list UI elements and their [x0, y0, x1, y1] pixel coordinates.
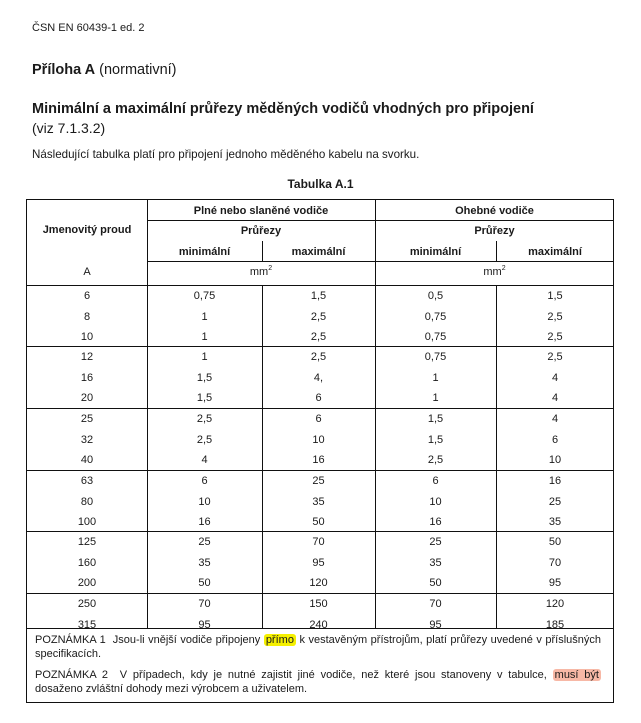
cross-section-cell: 1,5	[427, 433, 444, 446]
cross-section-cell: 6	[201, 475, 208, 487]
note-2-text-pre: V případech, kdy je nutné zajistit jiné vodiče, než které jsou stanoveny v tabulce,	[119, 669, 547, 681]
section-title: Minimální a maximální průřezy měděných vodičů vhodných pro připojení	[32, 101, 534, 117]
table-rule	[147, 261, 614, 262]
cross-section-cell: 0,75	[424, 310, 447, 323]
cross-section-cell: 1,5	[547, 290, 563, 302]
rated-current-cell: 125	[77, 536, 97, 548]
header-unit-area-2	[375, 265, 614, 279]
cross-section-cell: 1,5	[196, 392, 213, 404]
rated-current-cell: 12	[80, 351, 94, 363]
cross-section-cell: 16	[548, 475, 562, 487]
cross-section-cell: 35	[312, 495, 325, 508]
unit-area: mm	[249, 266, 269, 278]
cross-section-cell: 1	[201, 351, 208, 363]
intro-paragraph: Následující tabulka platí pro připojení jednoho měděného kabelu na svorku.	[32, 148, 420, 161]
rated-current-cell: 100	[77, 516, 97, 528]
cross-section-cell: 1	[432, 392, 439, 404]
cross-section-cell: 25	[548, 495, 562, 508]
cross-section-cell: 95	[312, 556, 325, 569]
rated-current-cell: 200	[77, 577, 97, 589]
cross-section-cell: 25	[312, 475, 325, 487]
cross-section-cell: 0,75	[424, 331, 447, 343]
cross-section-cell: 10	[429, 495, 442, 508]
cross-section-cell: 2,5	[196, 413, 213, 425]
cross-section-cell: 16	[198, 516, 211, 528]
rated-current-cell: 80	[80, 495, 94, 508]
cross-section-cell: 6	[315, 413, 322, 425]
annex-heading	[32, 62, 177, 78]
cross-section-cell: 1	[201, 310, 208, 323]
cross-section-cell: 1	[432, 371, 439, 384]
cross-section-cell: 70	[548, 556, 562, 569]
cross-section-cell: 10	[312, 433, 325, 446]
rated-current-cell: 6	[83, 290, 91, 302]
cross-section-cell: 50	[198, 577, 211, 589]
cross-section-cell: 95	[198, 618, 211, 631]
header-group-flexible: Ohebné vodiče	[455, 205, 534, 217]
rated-current-cell: 32	[80, 433, 94, 446]
cross-section-cell: 2,5	[547, 331, 563, 343]
rated-current-cell: 25	[80, 413, 94, 425]
note-2	[35, 668, 601, 696]
header-max-2: maximální	[528, 246, 582, 258]
cross-section-cell: 4	[551, 392, 559, 404]
note-1-text-post: k vestavěným přístrojům, platí průřezy uvedené v příslušných specifikacích.	[35, 634, 601, 660]
cross-section-cell: 150	[309, 598, 328, 610]
cross-section-cell: 10	[548, 454, 562, 466]
rated-current-cell: 63	[80, 475, 94, 487]
rated-current-cell: 315	[77, 618, 97, 631]
rated-current-cell: 40	[80, 454, 94, 466]
cross-section-cell: 2,5	[310, 310, 327, 323]
cross-section-cell: 35	[429, 556, 442, 569]
cross-section-table	[26, 199, 614, 629]
highlight-yellow[interactable]: přímo	[265, 634, 294, 646]
header-max-1: maximální	[291, 246, 346, 258]
annex-label: Příloha A	[32, 62, 96, 78]
cross-section-cell: 6	[315, 392, 322, 404]
header-cross-sections-1: Průřezy	[240, 225, 282, 237]
cross-section-cell: 4	[551, 413, 559, 425]
cross-section-cell: 50	[548, 536, 562, 548]
note-1-text-pre: Jsou-li vnější vodiče připojeny	[112, 634, 261, 646]
header-min-1: minimální	[178, 246, 231, 258]
cross-section-cell: 1,5	[310, 290, 327, 302]
rated-current-cell: 20	[80, 392, 94, 404]
cross-section-cell: 4,	[313, 371, 324, 384]
cross-section-cell: 2,5	[196, 433, 213, 446]
header-cross-sections-2: Průřezy	[474, 225, 515, 237]
rated-current-cell: 160	[77, 556, 97, 569]
rated-current-cell: 250	[77, 598, 97, 610]
note-2-label: POZNÁMKA 2	[35, 669, 109, 681]
cross-section-cell: 6	[551, 433, 559, 446]
cross-section-cell: 4	[201, 454, 208, 466]
cross-section-cell: 25	[198, 536, 211, 548]
cross-section-cell: 0,75	[424, 351, 447, 363]
note-1	[35, 633, 601, 661]
cross-section-cell: 16	[312, 454, 325, 466]
cross-section-cell: 2,5	[547, 310, 563, 323]
rated-current-cell: 16	[80, 371, 94, 384]
cross-section-cell: 10	[198, 495, 211, 508]
unit-area-exponent: 2	[268, 265, 273, 272]
cross-section-cell: 120	[545, 598, 565, 610]
cross-section-cell: 50	[312, 516, 325, 528]
unit-area: mm	[483, 266, 502, 278]
unit-area-exponent: 2	[501, 265, 506, 272]
cross-section-cell: 120	[309, 577, 328, 589]
cross-section-cell: 240	[309, 618, 328, 631]
cross-section-cell: 1	[201, 331, 208, 343]
header-unit-current: A	[83, 266, 91, 278]
cross-section-cell: 70	[198, 598, 211, 610]
table-rule	[147, 220, 614, 221]
note-2-text-post: dosaženo zvláštní dohody mezi výrobcem a uživatelem.	[35, 683, 308, 695]
annex-type: (normativní)	[99, 62, 177, 78]
cross-section-cell: 70	[429, 598, 442, 610]
document-id: ČSN EN 60439-1 ed. 2	[32, 22, 145, 34]
rated-current-cell: 10	[80, 331, 94, 343]
cross-section-cell: 25	[429, 536, 442, 548]
cross-section-cell: 0,75	[193, 290, 216, 302]
cross-section-cell: 0,5	[427, 290, 444, 302]
note-1-label: POZNÁMKA 1	[35, 634, 106, 646]
cross-section-cell: 1,5	[196, 371, 213, 384]
cross-section-cell: 16	[429, 516, 442, 528]
table-notes	[26, 628, 614, 703]
header-unit-area-1	[147, 265, 375, 279]
header-min-2: minimální	[409, 246, 462, 258]
cross-section-cell: 35	[198, 556, 211, 569]
cross-section-cell: 2,5	[427, 454, 444, 466]
cross-section-cell: 95	[429, 618, 442, 631]
cross-section-cell: 6	[432, 475, 439, 487]
cross-section-cell: 4	[551, 371, 559, 384]
cross-section-cell: 2,5	[547, 351, 563, 363]
header-group-solid: Plné nebo slaněné vodiče	[193, 205, 329, 217]
cross-section-cell: 95	[548, 577, 562, 589]
table-caption: Tabulka A.1	[287, 177, 354, 191]
section-reference: (viz 7.1.3.2)	[32, 120, 106, 136]
cross-section-cell: 70	[312, 536, 325, 548]
header-rated-current: Jmenovitý proud	[42, 224, 132, 236]
highlight-red[interactable]: musí být	[554, 669, 599, 681]
cross-section-cell: 2,5	[310, 351, 327, 363]
cross-section-cell: 35	[548, 516, 562, 528]
cross-section-cell: 50	[429, 577, 442, 589]
cross-section-cell: 2,5	[310, 331, 327, 343]
cross-section-cell: 1,5	[427, 413, 444, 425]
cross-section-cell: 185	[545, 618, 565, 631]
rated-current-cell: 8	[83, 310, 91, 323]
